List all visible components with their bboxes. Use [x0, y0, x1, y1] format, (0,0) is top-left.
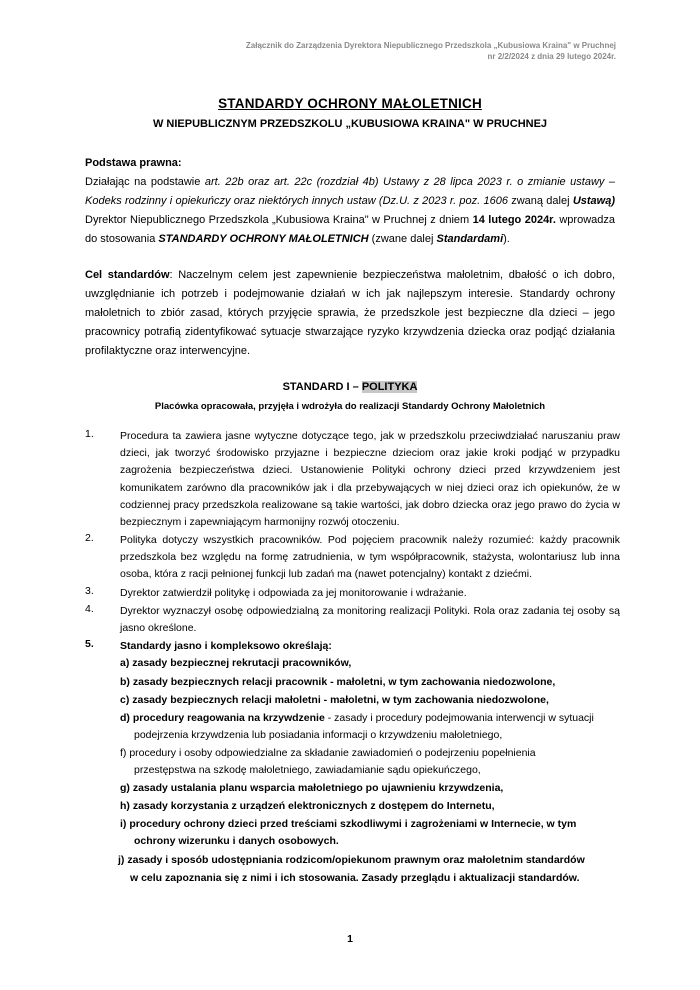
subitem-i: i) procedury ochrony dzieci przed treściami szkodliwymi i zagrożeniami w Internecie, w tym [120, 818, 577, 830]
legal-basis-t9: (zwane dalej [368, 233, 437, 245]
standard-heading [0, 381, 700, 393]
list-item-number: 1. [85, 428, 94, 440]
list-item-number: 3. [85, 585, 94, 597]
legal-basis-section [85, 154, 615, 249]
subitem-i-cont: ochrony wizerunku i danych osobowych. [134, 835, 339, 847]
subitem-d-cont: podejrzenia krzywdzenia lub posiadania informacji o krzywdzeniu małoletniego, [134, 729, 503, 741]
standard-subheading: Placówka opracowała, przyjęła i wdrożyła do realizacji Standardy Ochrony Małoletnich [154, 401, 546, 412]
header-line-1: Załącznik do Zarządzenia Dyrektora Niepublicznego Przedszkola „Kubusiowa Kraina" w Pruchnej [245, 41, 616, 50]
header-line-2: nr 2/2/2024 z dnia 29 lutego 2024r. [487, 52, 616, 61]
subitem-f: f) procedury i osoby odpowiedzialne za składanie zawiadomień o podejrzeniu popełnienia [120, 747, 536, 759]
legal-basis-text [85, 173, 615, 249]
list-item-text: Procedura ta zawiera jasne wytyczne dotyczące tego, jak w przedszkolu przeciwdziałać naruszaniu praw dzieci, jak tworzyć środowisko przyjazne i bezpieczne dzieciom oraz jakie kroki podjąć w przypadku zagrożenia bezpieczeństwa dzieci. Ustanowienie Polityki ochrony dzieci przed krzywdzeniem jest komunikatem zarówno dla pracowników jak i dla przebywających w niej dzieci oraz ich opiekunów, że w codziennej pracy przedszkola realizowane są takie wartości, jak dobro dziecka oraz jego prawo do życia w bezpiecznym i zapewniającym harmonijny rozwój otoczeniu. [120, 430, 620, 529]
list-item-text: Standardy jasno i kompleksowo określają: [120, 640, 332, 652]
list-item-text: Polityka dotyczy wszystkich pracowników. Pod pojęciem pracownik należy rozumieć: każdy pracownik przedszkola bez względu na formę zatrudnienia, w tym współpracownik, stażysta, wolontariusz lub inna osoba, która z racji pełnionej funkcji lub zadań ma (nawet potencjalny) kontakt z dziećmi. [120, 534, 620, 581]
subitem-j-cont: w celu zapoznania się z nimi i ich stosowania. Zasady przeglądu i aktualizacji standardów. [130, 872, 580, 884]
subitem-d-rest: - zasady i procedury podejmowania interwencji w sytuacji [324, 712, 594, 724]
goal-section [85, 266, 615, 361]
subitem-f-cont: przestępstwa na szkodę małoletniego, zawiadamianie sądu opiekuńczego, [134, 764, 481, 776]
standard-heading-highlight: POLITYKA [361, 381, 418, 393]
page-number: 1 [347, 933, 353, 945]
subitem-g: g) zasady ustalania planu wsparcia małoletniego po ujawnieniu krzywdzenia, [120, 782, 504, 794]
document-subtitle: W NIEPUBLICZNYM PRZEDSZKOLU „KUBUSIOWA KRAINA" W PRUCHNEJ [152, 118, 548, 130]
list-item-text: Dyrektor zatwierdził politykę i odpowiada za jej monitorowanie i wdrażanie. [120, 587, 467, 599]
goal-text: : Naczelnym celem jest zapewnienie bezpieczeństwa małoletnim, dbałość o ich dobro, uwzględnianie ich potrzeb i podejmowanie działań w ich jak najlepszym interesie. Standardy ochrony małoletnich to zbiór zasad, których przyjęcie sprawia, że przedszkole jest bezpieczne dla dzieci – jego pracownicy potrafią zidentyfikować sytuacje stwarzające ryzyko krzywdzenia dziecka oraz podjąć działania profilaktyczne oraz interwencyjne. [85, 269, 615, 357]
subitem-d [120, 710, 594, 727]
legal-basis-t11: ). [503, 233, 510, 245]
list-item-number: 2. [85, 532, 94, 544]
list-item-number: 4. [85, 603, 94, 615]
document-title: STANDARDY OCHRONY MAŁOLETNICH [218, 96, 482, 111]
legal-basis-act: art. 22b oraz art. 22c (rozdział 4b) Ustawy z 28 lipca 2023 r. o zmianie ustawy – Kodeks rodzinny i opiekuńczy oraz niektórych innych ustaw (Dz.U. z 2023 r. poz. 1606 [85, 176, 615, 207]
subitem-c: c) zasady bezpiecznych relacji małoletni - małoletni, w tym zachowania niedozwolone, [120, 694, 549, 706]
legal-basis-standards: STANDARDY OCHRONY MAŁOLETNICH [158, 233, 369, 245]
subitem-d-bold: d) procedury reagowania na krzywdzenie [120, 712, 325, 724]
legal-basis-label: Podstawa prawna: [85, 157, 182, 169]
subitem-h: h) zasady korzystania z urządzeń elektronicznych z dostępem do Internetu, [120, 800, 495, 812]
legal-basis-standardami: Standardami [436, 233, 504, 245]
list-item-text: Dyrektor wyznaczył osobę odpowiedzialną za monitoring realizacji Polityki. Rola oraz zadania tej osoby są jasno określone. [120, 605, 620, 635]
legal-basis-t7: wprowadza do stosowania [85, 214, 615, 245]
list-item-number: 5. [85, 638, 94, 650]
legal-basis-t3: zwaną dalej [507, 195, 573, 207]
legal-basis-ustawa: Ustawą) [572, 195, 615, 207]
standard-heading-prefix: STANDARD I – [282, 381, 362, 393]
goal-label: Cel standardów [85, 269, 170, 281]
subitem-a: a) zasady bezpiecznej rekrutacji pracowników, [120, 657, 352, 669]
legal-basis-date: 14 lutego 2024r. [472, 214, 556, 226]
subitem-j: j) zasady i sposób udostępniania rodzicom/opiekunom prawnym oraz małoletnim standardów [118, 854, 585, 866]
legal-basis-t5: Dyrektor Niepublicznego Przedszkola „Kubusiowa Kraina" w Pruchnej z dniem [85, 214, 473, 226]
legal-basis-t1: Działając na podstawie [85, 176, 205, 188]
subitem-b: b) zasady bezpiecznych relacji pracownik - małoletni, w tym zachowania niedozwolone, [120, 676, 556, 688]
